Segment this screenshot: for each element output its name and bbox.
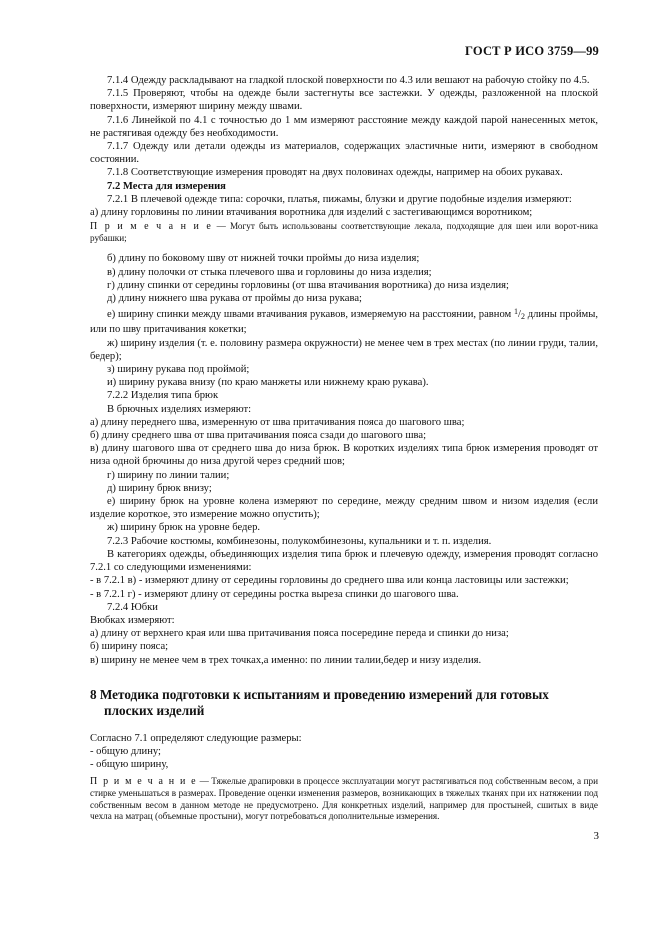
trousers-item-g: г) ширину по линии талии;	[107, 469, 230, 481]
trousers-item-d: д) ширину брюк внизу;	[107, 482, 212, 494]
list-item-zh: ж) ширину изделия (т. е. половину размера окружности) не менее чем в трех местах (по линии груди, талии, бедер);	[90, 337, 598, 362]
trousers-item-a: а) длину переднего шва, измеренную от шва притачивания пояса до шагового шва;	[90, 416, 465, 428]
note-label: П р и м е ч а н и е	[90, 221, 213, 233]
paragraph-7-1-4: 7.1.4 Одежду раскладывают на гладкой плоской поверхности по 4.3 или вешают на рабочую стойку по 4.5.	[107, 75, 590, 86]
paragraph-7-2-2: 7.2.2 Изделия типа брюк	[107, 390, 219, 402]
skirt-item-a: а) длину от верхнего края или шва притачивания пояса посередине переда и спинки до низа;	[90, 628, 509, 640]
paragraph-7-2-1: 7.2.1 В плечевой одежде типа: сорочки, платья, пижамы, блузки и другие подобные изделия измеряют:	[107, 193, 572, 205]
heading-7-2: 7.2 Места для измерения	[107, 180, 226, 192]
list-item-b: б) длину по боковому шву от нижней точки проймы до низа изделия;	[107, 253, 420, 265]
paragraph-7-1-6: 7.1.6 Линейкой по 4.1 с точностью до 1 мм измеряют расстояние между каждой парой нанесенных меток, не растягивая одежду без необходимости.	[90, 114, 598, 139]
section-8-heading	[90, 687, 598, 719]
paragraph-7-2-4-intro: Вюбках измеряют:	[90, 614, 175, 626]
trousers-item-b: б) длину среднего шва от шва притачивания пояса сзади до шагового шва;	[90, 430, 427, 442]
modification-1: - в 7.2.1 в) - измеряют длину от середины горловины до среднего шва или конца ластовицы или застежки;	[90, 575, 569, 587]
note-text: — Могут быть использованы соответствующие лекала, подходящие для шеи или ворот-ника рубашки;	[90, 221, 598, 243]
paragraph-8-length: - общую длину;	[90, 745, 161, 757]
note-text: — Тяжелые драпировки в процессе эксплуатации могут растягиваться под собственным весом, а при стирке уменьшаться в размерах. Проведение оценки изменения размеров, возникающих в тяжелых тканях при их натяжении под собственным весом в данном методе не предусмотрено. Для конкретных изделий, например для простыней, сшитых в виде чехла на матрац (объемные простыни), могут потребоваться дополнительные измерения.	[90, 776, 599, 822]
document-body	[90, 74, 598, 826]
list-item-v: в) длину полочки от стыка плечевого шва и горловины до низа изделия;	[107, 266, 432, 278]
list-item-e-part1: е) ширину спинки между швами втачивания рукавов, измеряемую на расстоянии, равном	[107, 309, 515, 321]
list-item-g: г) длину спинки от середины горловины (от шва втачивания воротника) до низа изделия;	[107, 279, 509, 291]
paragraph-7-2-3-intro: В категориях одежды, объединяющих изделия типа брюк и плечевую одежду, измерения проводят согласно 7.2.1 со следующими изменениями:	[90, 548, 598, 574]
paragraph-7-2-4: 7.2.4 Юбки	[107, 601, 158, 613]
list-item-e-part2: длины проймы, или по шву притачивания кокетки;	[90, 309, 598, 336]
paragraph-8-intro: Согласно 7.1 определяют следующие размеры:	[90, 732, 302, 744]
list-item-e: е) ширину спинки между швами втачивания рукавов, измеряемую на расстоянии, равном $^1$/2 длины проймы, или по шву притачивания кокетки;	[90, 307, 598, 336]
paragraph-7-2-2-intro: В брючных изделиях измеряют:	[107, 403, 252, 415]
trousers-item-e: е) ширину брюк на уровне колена измеряют по середине, между средним швом и низом изделия (если изделие короткое, это измерение можно опустить);	[90, 496, 598, 521]
paragraph-7-2-3: 7.2.3 Рабочие костюмы, комбинезоны, полукомбинезоны, купальники и т. п. изделия.	[107, 535, 492, 547]
paragraph-7-1-7: 7.1.7 Одежду или детали одежды из материалов, содержащих эластичные нити, измеряют в свободном состоянии.	[90, 141, 598, 166]
list-item-z: з) ширину рукава под проймой;	[107, 364, 250, 376]
modification-2: - в 7.2.1 г) - измеряют длину от середины ростка выреза спинки до шагового шва.	[90, 588, 459, 600]
list-item-i: и) ширину рукава внизу (по краю манжеты или нижнему краю рукава).	[107, 377, 429, 389]
paragraph-8-width: - общую ширину,	[90, 759, 169, 771]
section-8-title-line1: 8 Методика подготовки к испытаниям и проведению измерений для готовых	[90, 686, 549, 702]
list-item-d: д) длину нижнего шва рукава от проймы до низа рукава;	[107, 293, 363, 305]
trousers-item-v: в) длину шагового шва от среднего шва до низа брюк. В коротких изделиях типа брюк измерения проводят от низа одной брючины до низа другой через средний шов;	[90, 443, 598, 468]
trousers-item-zh: ж) ширину брюк на уровне бедер.	[107, 522, 261, 534]
note-2	[90, 776, 598, 822]
fraction-denominator: 2	[520, 312, 525, 322]
section-8-title-line2: плоских изделий	[104, 702, 205, 718]
skirt-item-v: в) ширину не менее чем в трех точках,а именно: по линии талии,бедер и низу изделия.	[90, 654, 482, 666]
note-label: П р и м е ч а н и е	[90, 776, 198, 788]
skirt-item-b: б) ширину пояса;	[90, 641, 169, 653]
list-item-a: а) длину горловины по линии втачивания воротника для изделий с застегивающимся воротником;	[90, 207, 533, 219]
page-number: 3	[593, 830, 599, 842]
document-header: ГОСТ Р ИСО 3759—99	[465, 44, 599, 58]
paragraph-7-1-5: 7.1.5 Проверяют, чтобы на одежде были застегнуты все застежки. У одежды, разложенной на плоской поверхности, измеряют ширину между швами.	[90, 88, 598, 113]
paragraph-7-1-8: 7.1.8 Соответствующие измерения проводят на двух половинах одежды, например на обоих рукавах.	[107, 167, 563, 179]
fraction-numerator: 1	[514, 307, 519, 317]
note-1	[90, 221, 598, 244]
